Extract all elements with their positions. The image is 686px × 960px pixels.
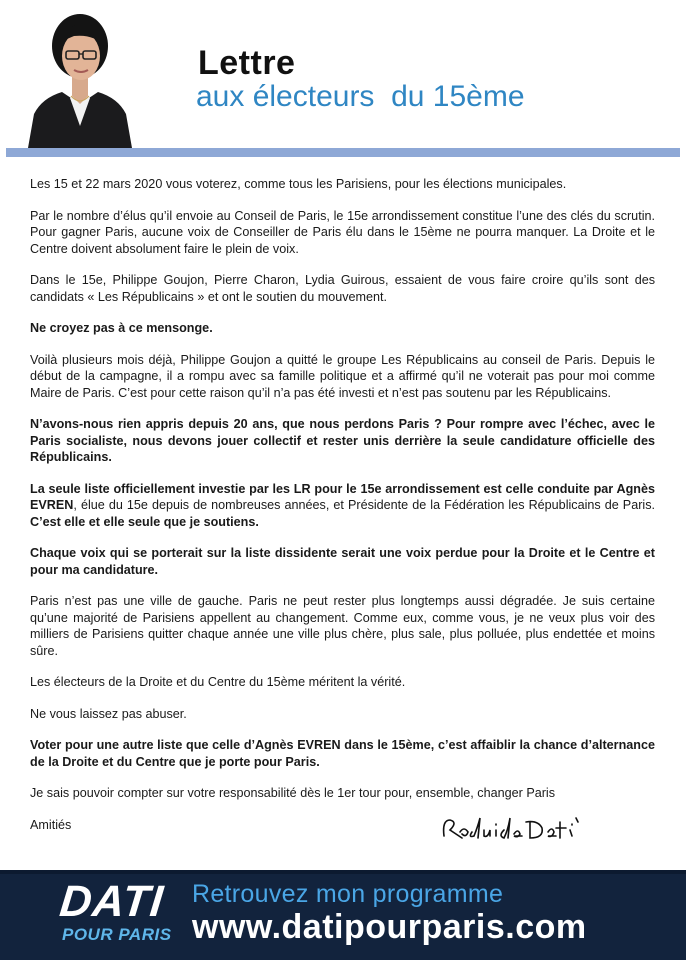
handwritten-signature xyxy=(438,808,588,848)
paragraph: Ne vous laissez pas abuser. xyxy=(30,706,187,721)
paragraph-mixed xyxy=(30,481,655,531)
paragraph-bold: Ne croyez pas à ce mensonge. xyxy=(30,321,213,335)
paragraph-bold: Chaque voix qui se porterait sur la liste dissidente serait une voix perdue pour la Droite et le Centre et pour ma candidature. xyxy=(30,546,655,577)
paragraph-bold: Voter pour une autre liste que celle d’Agnès EVREN dans le 15ème, c’est affaiblir la chance d’alternance de la Droite et du Centre que je porte pour Paris. xyxy=(30,738,655,769)
paragraph-bold: N’avons-nous rien appris depuis 20 ans, que nous perdons Paris ? Pour rompre avec l’échec, avec le Paris socialiste, nous devons jouer collectif et rester unis derrière la seule candidature officielle des Républicains. xyxy=(30,417,655,464)
letter-header xyxy=(0,0,686,148)
header-divider xyxy=(6,148,680,157)
paragraph: Les électeurs de la Droite et du Centre du 15ème méritent la vérité. xyxy=(30,675,406,689)
paragraph: Paris n’est pas une ville de gauche. Paris ne peut rester plus longtemps aussi dégradée. Je suis certaine qu’une majorité de Parisiens appellent au changement. Comme eux, comme vous, je ne veux plus voir des milliers de Parisiens quitter chaque année une ville plus chère, plus sale, plus polluée, plus endettée et moins sûre. xyxy=(30,594,655,658)
letter-body xyxy=(30,176,655,843)
title-subtitle: aux électeurs du 15ème xyxy=(196,80,525,113)
closing: Amitiés xyxy=(30,817,72,832)
title-bold: Lettre xyxy=(198,44,296,82)
paragraph: Je sais pouvoir compter sur votre responsabilité dès le 1er tour pour, ensemble, changer Paris xyxy=(30,786,556,800)
paragraph: Les 15 et 22 mars 2020 vous voterez, comme tous les Parisiens, pour les élections municipales. xyxy=(30,177,567,191)
dati-logo-sub: POUR PARIS xyxy=(62,925,172,944)
paragraph: Dans le 15e, Philippe Goujon, Pierre Charon, Lydia Guirous, essaient de vous faire croire qu’ils sont des candidats « Les Républicains » et ont le soutien du mouvement. xyxy=(30,273,655,304)
bold-run: C’est elle et elle seule que je soutiens. xyxy=(30,514,259,529)
candidate-portrait xyxy=(24,6,136,148)
footer-separator xyxy=(0,870,686,874)
bold-run: La seule liste officiellement investie par les LR pour le 15e arrondissement est celle conduite par Agnès EVREN xyxy=(30,481,655,512)
paragraph: Voilà plusieurs mois déjà, Philippe Goujon a quitté le groupe Les Républicains au conseil de Paris. Depuis le début de la campagne, il a rompu avec sa famille politique et a affirmé qu’il ne voterait pas pour moi comme Maire de Paris. C’est pour cette raison qu’il n’a pas été investi et n’est pas soutenu par les Républicains. xyxy=(30,352,655,400)
website-link[interactable]: www.datipourparis.com xyxy=(192,908,587,946)
paragraph: Par le nombre d’élus qu’il envoie au Conseil de Paris, le 15e arrondissement constitue l’une des clés du scrutin. Pour gagner Paris, aucune voix de Conseiller de Paris élu dans le 15ème ne pourra manquer. La Droite et le Centre doivent absolument faire le plein de voix. xyxy=(30,208,655,256)
programme-text: Retrouvez mon programme xyxy=(192,880,504,908)
normal-run: , élue du 15e depuis de nombreuses années, et Présidente de la Fédération les Républicains de Paris. xyxy=(73,498,655,512)
dati-logo: DATI xyxy=(57,877,167,926)
